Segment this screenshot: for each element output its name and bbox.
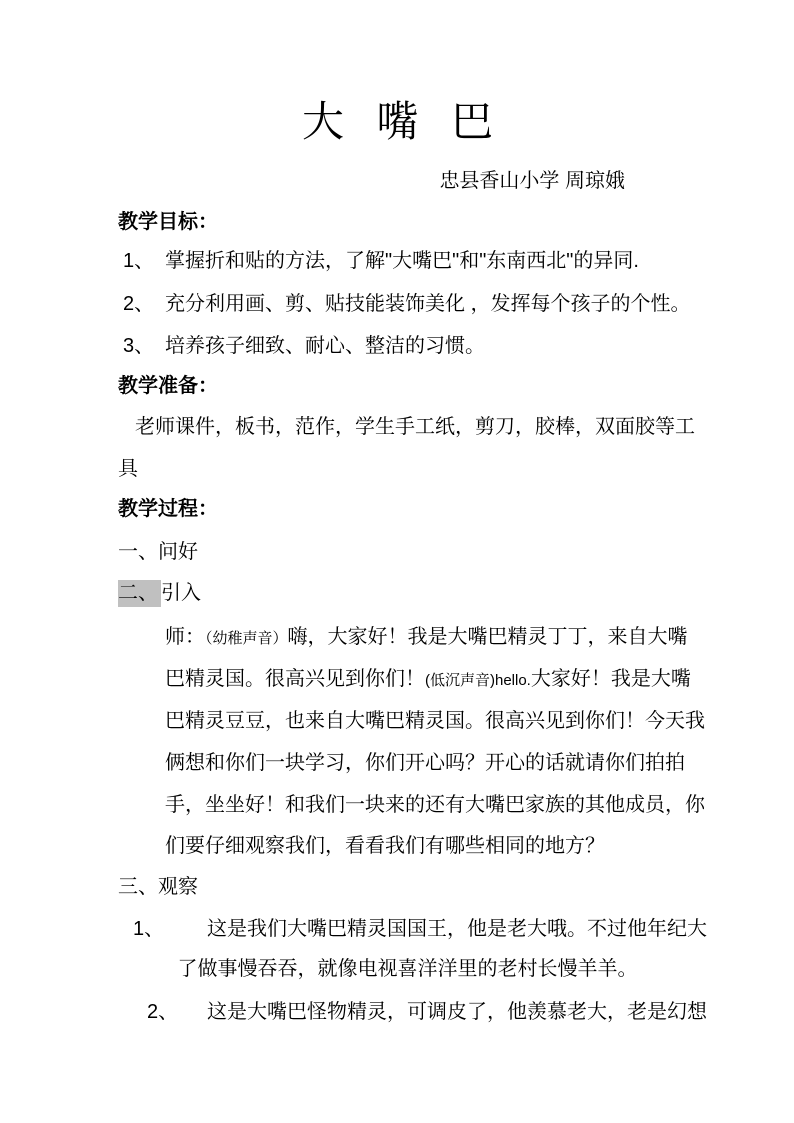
dialog-line-5: 手，坐坐好！和我们一块来的还有大嘴巴家族的其他成员，你 bbox=[165, 794, 705, 816]
doc-byline: 忠县香山小学 周琼娥 bbox=[439, 170, 625, 192]
dialog-line-1 bbox=[165, 624, 688, 652]
dialog-speaker: 师： bbox=[165, 626, 205, 648]
goal-item-2-text: 充分利用画、剪、贴技能装饰美化 ，发挥每个孩子的个性。 bbox=[165, 293, 691, 315]
process-step-1: 一、问好 bbox=[118, 541, 198, 563]
goal-item-1-number: 1、 bbox=[123, 250, 155, 272]
process-step-2 bbox=[118, 580, 677, 607]
dialog-line-4: 俩想和你们一块学习，你们开心吗？开心的话就请你们拍拍 bbox=[165, 752, 685, 774]
dialog-line-2-text-b: 大家好！我是大嘴 bbox=[530, 668, 691, 690]
observe-item-1-number: 1、 bbox=[133, 918, 165, 940]
process-step-3: 三、观察 bbox=[118, 876, 198, 898]
dialog-line-1-text: 嗨，大家好！我是大嘴巴精灵丁丁，来自大嘴 bbox=[287, 626, 688, 648]
goal-item-3-text: 培养孩子细致、耐心、整洁的习惯。 bbox=[165, 335, 485, 357]
prep-line-1: 老师课件，板书，范作，学生手工纸，剪刀，胶棒，双面胶等工 bbox=[135, 416, 695, 438]
goal-item-3-number: 3、 bbox=[123, 335, 155, 357]
dialog-line-2-text-a: 巴精灵国。很高兴见到你们！ bbox=[165, 668, 425, 690]
prep-heading: 教学准备： bbox=[118, 375, 218, 397]
goals-heading: 教学目标： bbox=[118, 211, 218, 233]
process-step-2-highlighted-number: 二、 bbox=[118, 580, 161, 607]
observe-item-2-text: 这是大嘴巴怪物精灵，可调皮了，他羡慕老大，老是幻想 bbox=[207, 1001, 707, 1023]
dialog-voice-note-2: (低沉声音)hello. bbox=[425, 672, 531, 689]
dialog-line-2 bbox=[165, 666, 691, 694]
dialog-line-6: 们要仔细观察我们，看看我们有哪些相同的地方？ bbox=[165, 835, 605, 857]
observe-item-1-text: 这是我们大嘴巴精灵国国王，他是老大哦。不过他年纪大 bbox=[207, 918, 707, 940]
goal-item-1-text: 掌握折和贴的方法，了解"大嘴巴"和"东南西北"的异同. bbox=[165, 250, 639, 272]
dialog-line-3: 巴精灵豆豆，也来自大嘴巴精灵国。很高兴见到你们！今天我 bbox=[165, 710, 705, 732]
process-step-2-label: 引入 bbox=[161, 582, 201, 604]
doc-title: 大 嘴 巴 bbox=[301, 100, 493, 146]
observe-item-2-number: 2、 bbox=[147, 1001, 179, 1023]
observe-item-1-continuation: 了做事慢吞吞，就像电视喜洋洋里的老村长慢羊羊。 bbox=[177, 958, 638, 980]
goal-item-2-number: 2、 bbox=[123, 293, 155, 315]
dialog-voice-note-1: （幼稚声音） bbox=[205, 630, 288, 647]
prep-line-2: 具 bbox=[118, 458, 138, 480]
document-content bbox=[118, 0, 707, 1123]
process-heading: 教学过程： bbox=[118, 498, 218, 520]
